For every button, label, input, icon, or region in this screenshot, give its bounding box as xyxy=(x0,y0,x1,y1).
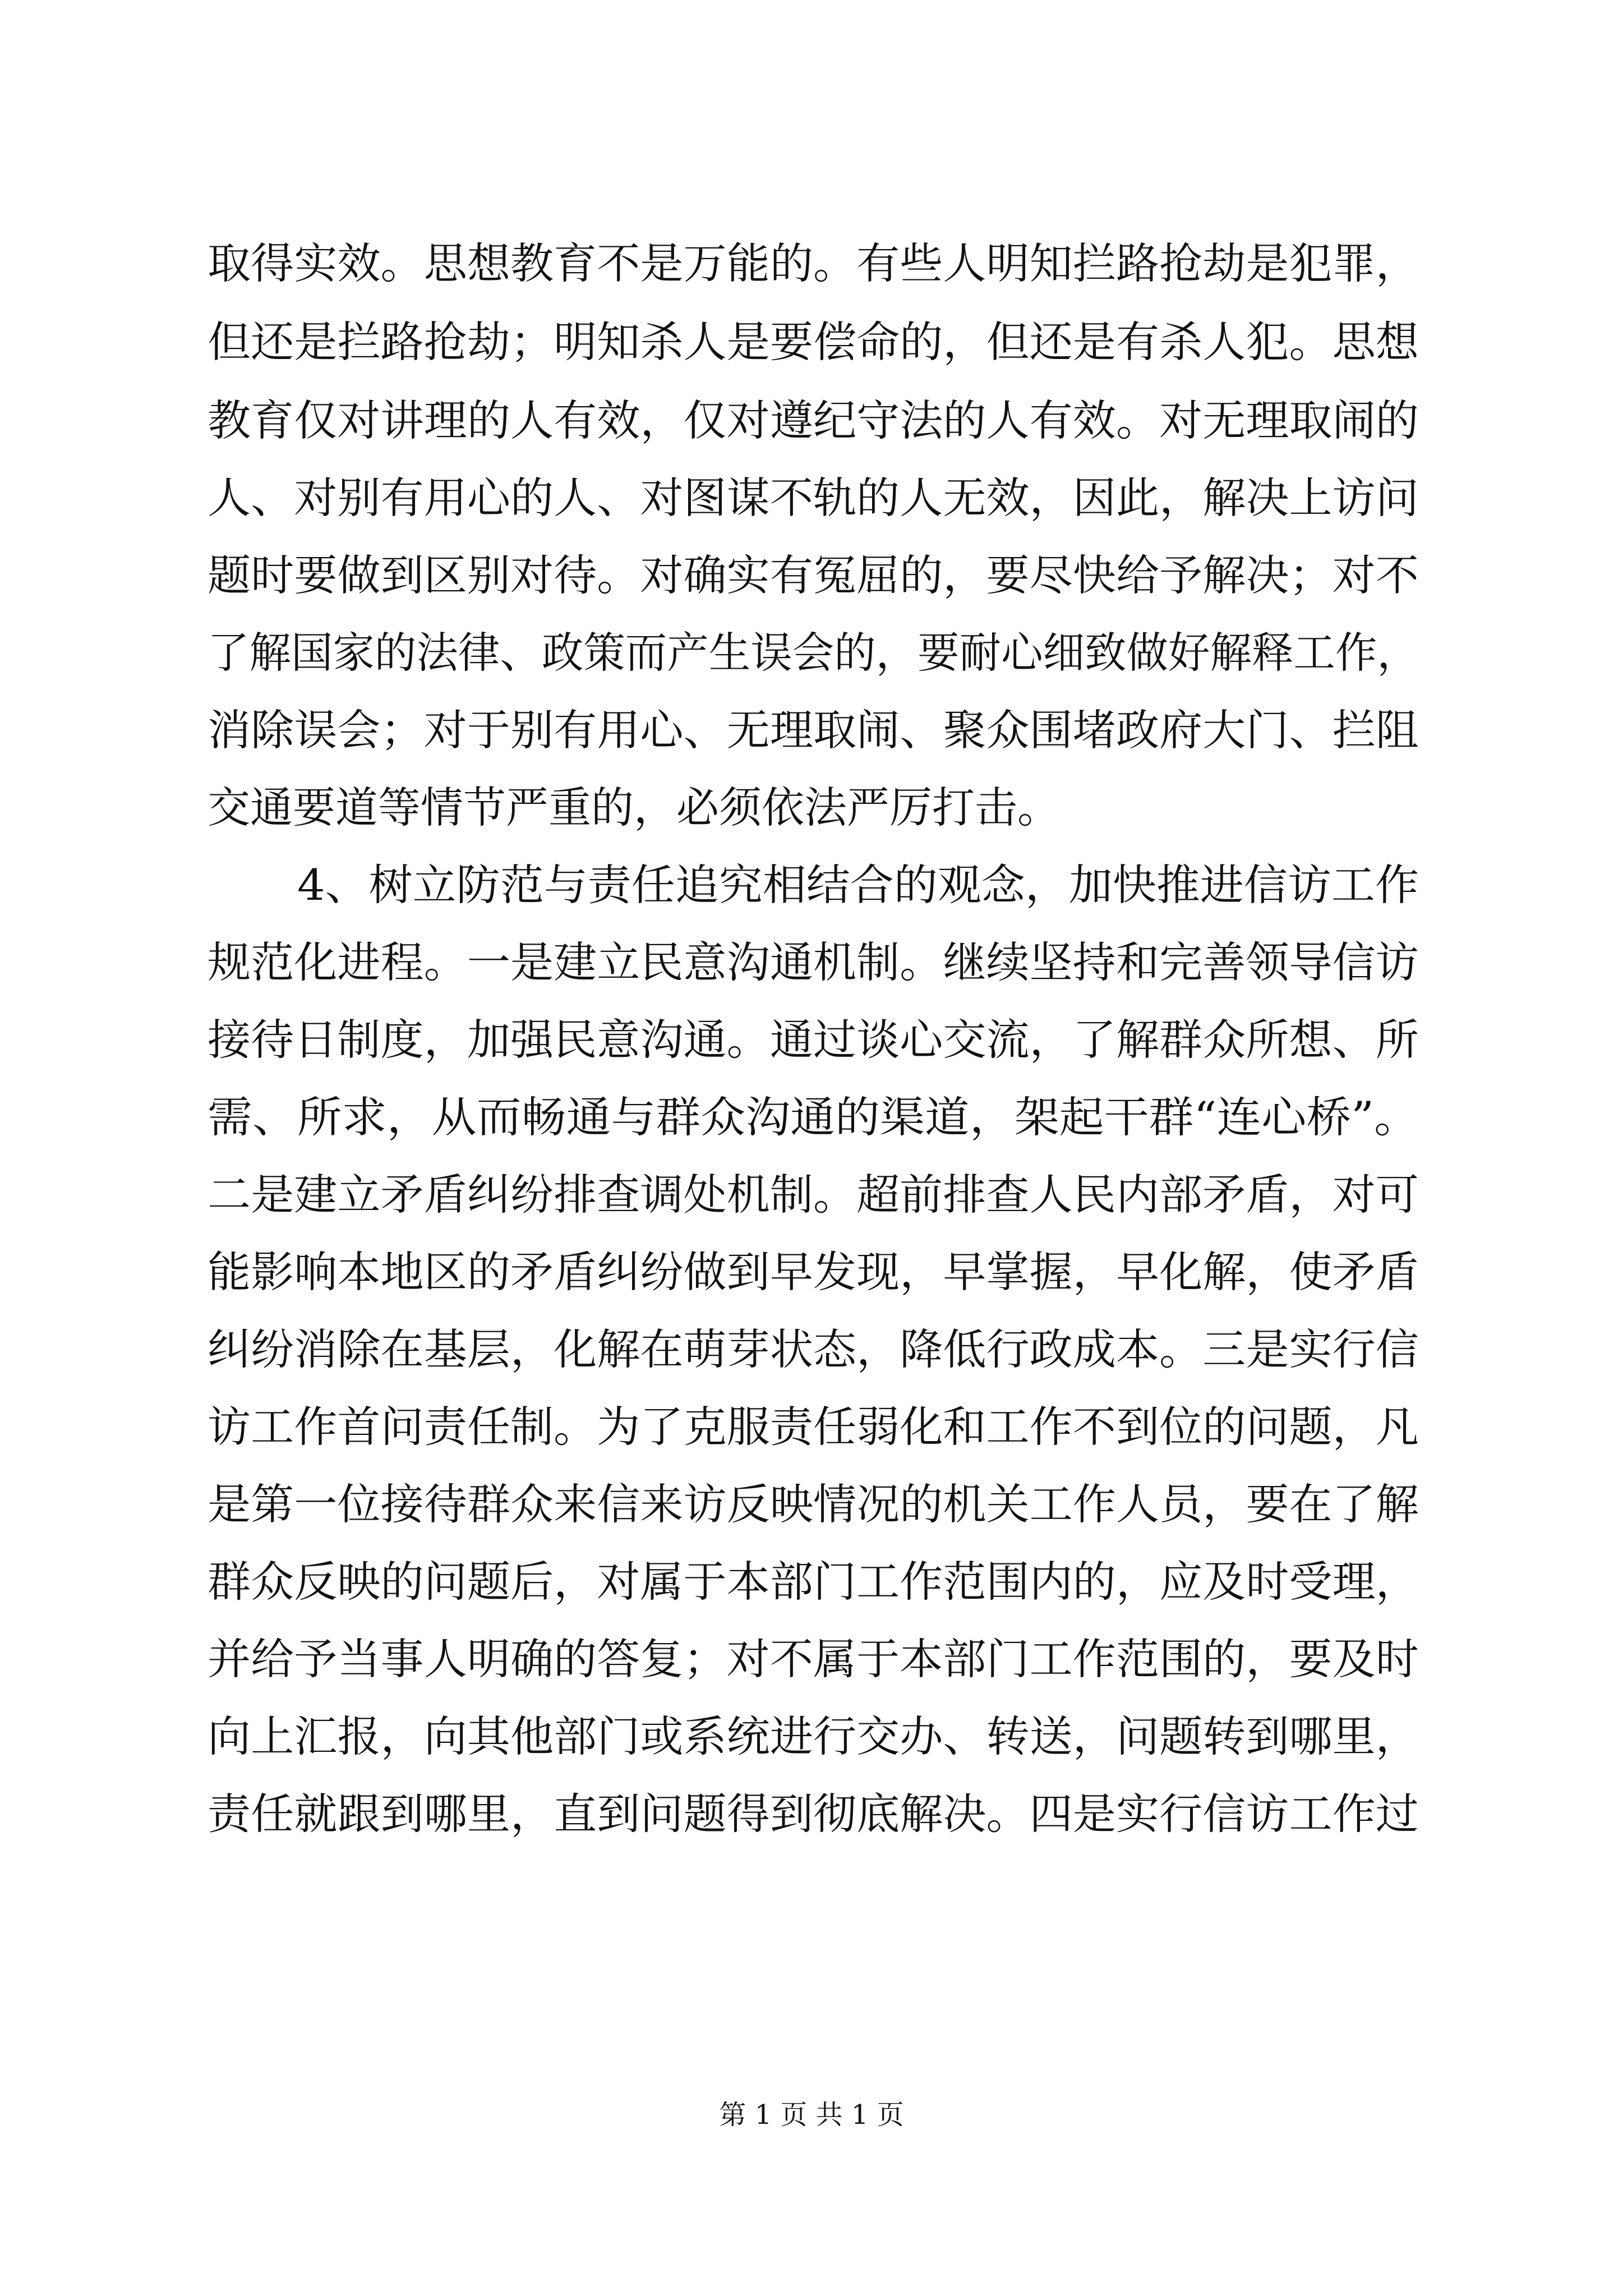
line-text: 二是建立矛盾纠纷排查调处机制。超前排查人民内部矛盾，对可 xyxy=(208,1170,1419,1220)
line-text: 需、所求，从而畅通与群众沟通的渠道，架起干群“连心桥”。 xyxy=(208,1092,1419,1142)
line-text: 规范化进程。一是建立民意沟通机制。继续坚持和完善领导信访 xyxy=(208,937,1419,987)
line-text: 人、对别有用心的人、对图谋不轨的人无效，因此，解决上访问 xyxy=(208,473,1419,523)
line-text: 接待日制度，加强民意沟通。通过谈心交流，了解群众所想、所 xyxy=(208,1015,1419,1065)
line-text: 责任就跟到哪里，直到问题得到彻底解决。四是实行信访工作过 xyxy=(208,1789,1419,1839)
line-text: 访工作首问责任制。为了克服责任弱化和工作不到位的问题，凡 xyxy=(208,1402,1419,1452)
line-text: 消除误会；对于别有用心、无理取闹、聚众围堵政府大门、拦阻 xyxy=(208,705,1419,755)
line-text: 群众反映的问题后，对属于本部门工作范围内的，应及时受理， xyxy=(208,1557,1419,1607)
line-text: 是第一位接待群众来信来访反映情况的机关工作人员，要在了解 xyxy=(208,1479,1419,1529)
line-text: 取得实效。思想教育不是万能的。有些人明知拦路抢劫是犯罪， xyxy=(208,238,1419,288)
line-text: 纠纷消除在基层，化解在萌芽状态，降低行政成本。三是实行信 xyxy=(208,1324,1419,1374)
line-text: 但还是拦路抢劫；明知杀人是要偿命的，但还是有杀人犯。思想 xyxy=(208,317,1419,367)
line-text: 并给予当事人明确的答复；对不属于本部门工作范围的，要及时 xyxy=(208,1634,1419,1684)
line-text: 交通要道等情节严重的，必须依法严厉打击。 xyxy=(208,783,1060,832)
line-text: 向上汇报，向其他部门或系统进行交办、转送，问题转到哪里， xyxy=(208,1711,1419,1761)
line-text: 了解国家的法律、政策而产生误会的，要耐心细致做好解释工作， xyxy=(208,628,1419,678)
line-text: 教育仅对讲理的人有效，仅对遵纪守法的人有效。对无理取闹的 xyxy=(208,395,1419,445)
line-text: 4、树立防范与责任追究相结合的观念，加快推进信访工作 xyxy=(297,860,1419,910)
page-footer: 第 1 页 共 1 页 xyxy=(719,2099,904,2131)
line-text: 题时要做到区别对待。对确实有冤屈的，要尽快给予解决；对不 xyxy=(208,550,1419,600)
line-text: 能影响本地区的矛盾纠纷做到早发现，早掌握，早化解，使矛盾 xyxy=(208,1247,1419,1297)
